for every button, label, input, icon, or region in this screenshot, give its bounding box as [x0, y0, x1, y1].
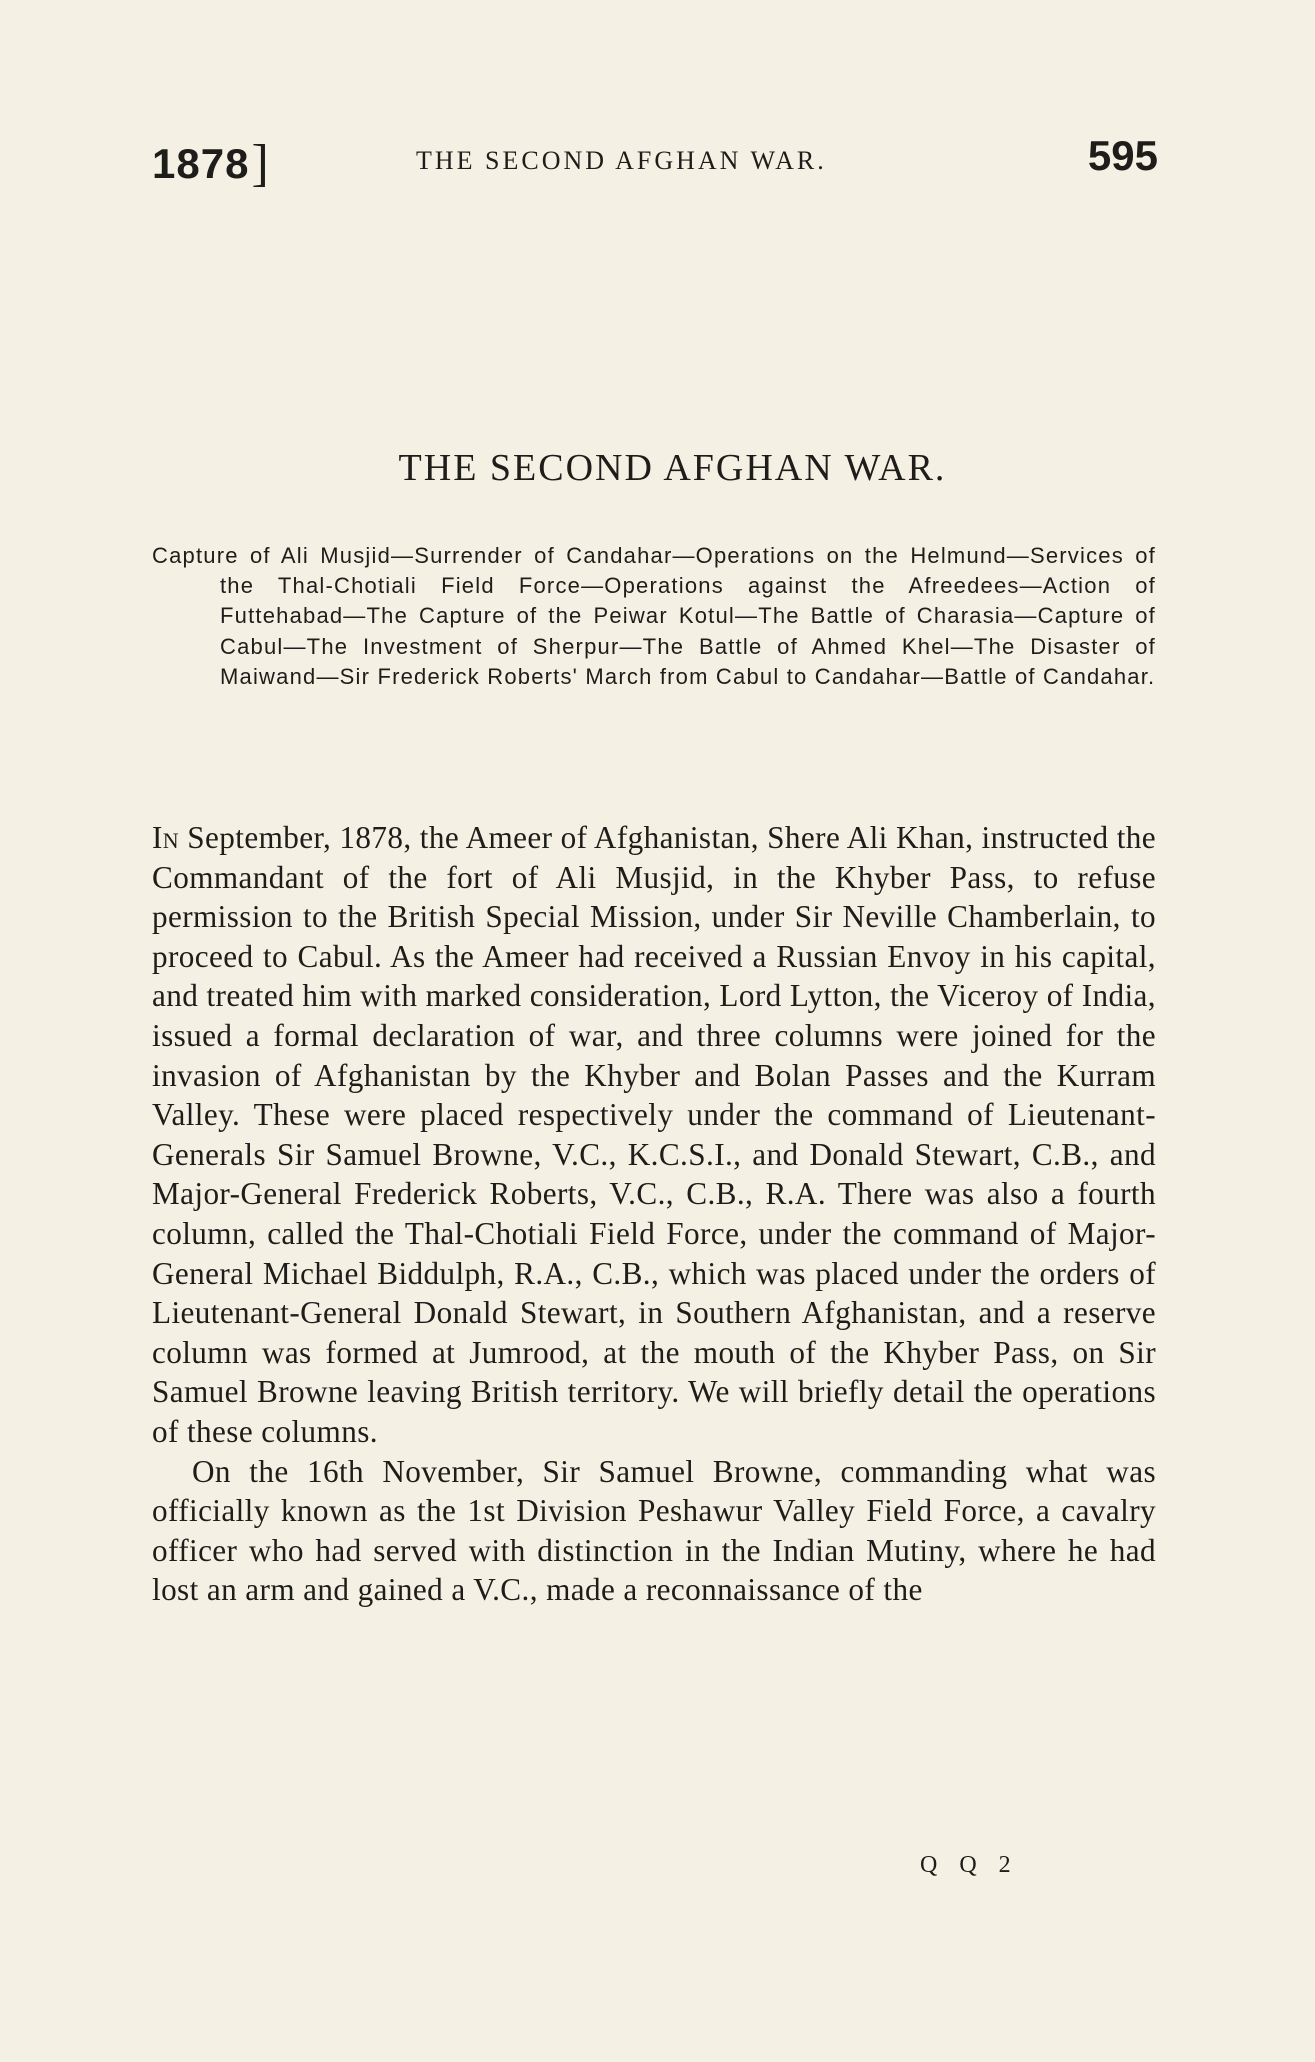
header-bracket: ] [251, 135, 270, 192]
running-title: THE SECOND AFGHAN WAR. [416, 146, 827, 175]
paragraph-1-text: September, 1878, the Ameer of Afghanistan, Shere Ali Khan, instructed the Commandant of the fort of Ali Musjid, in the Khyber Pass, to refuse permission to the British Special Mission, under Sir Neville Chamberlain, to proceed to Cabul. As the Ameer had received a Russian Envoy in his capital, and treated him with marked consideration, Lord Lytton, the Viceroy of India, issued a formal declaration of war, and three columns were joined for the invasion of Afghanistan by the Khyber and Bolan Passes and the Kurram Valley. These were placed respectively under the command of Lieutenant-Generals Sir Samuel Browne, V.C., K.C.S.I., and Donald Stewart, C.B., and Major-General Frederick Roberts, V.C., C.B., R.A. There was also a fourth column, called the Thal-Chotiali Field Force, under the command of Major-General Michael Biddulph, R.A., C.B., which was placed under the orders of Lieutenant-General Donald Stewart, in Southern Afghanistan, and a reserve column was formed at Jumrood, at the mouth of the Khyber Pass, on Sir Samuel Browne leaving British territory. We will briefly detail the operations of these columns. [152, 820, 1156, 1449]
body-text [152, 818, 1156, 1610]
chapter-summary [152, 541, 1156, 692]
header-year: 1878 [152, 140, 250, 187]
chapter-title: THE SECOND AFGHAN WAR. [398, 447, 947, 489]
page-number: 595 [1087, 132, 1158, 179]
signature-mark: Q Q 2 [920, 1852, 1019, 1878]
header-year-group [152, 132, 270, 191]
paragraph-2: On the 16th November, Sir Samuel Browne, commanding what was officially known as the 1st Division Peshawur Valley Field Force, a cavalry officer who had served with distinction in the Indian Mutiny, where he had lost an arm and gained a V.C., made a reconnaissance of the [152, 1453, 1156, 1608]
running-head [152, 132, 1158, 192]
summary-text: Capture of Ali Musjid—Surrender of Candahar—Operations on the Helmund—Services of the Thal-Chotiali Field Force—Operations against the Afreedees—Action of Futtehabad—The Capture of the Peiwar Kotul—The Battle of Charasia—Capture of Cabul—The Investment of Sherpur—The Battle of Ahmed Khel—The Disaster of Maiwand—Sir Frederick Roberts' March from Cabul to Candahar—Battle of Candahar. [152, 543, 1156, 689]
paragraph-1 [152, 818, 1156, 1452]
drop-lead-word: In [152, 820, 180, 855]
